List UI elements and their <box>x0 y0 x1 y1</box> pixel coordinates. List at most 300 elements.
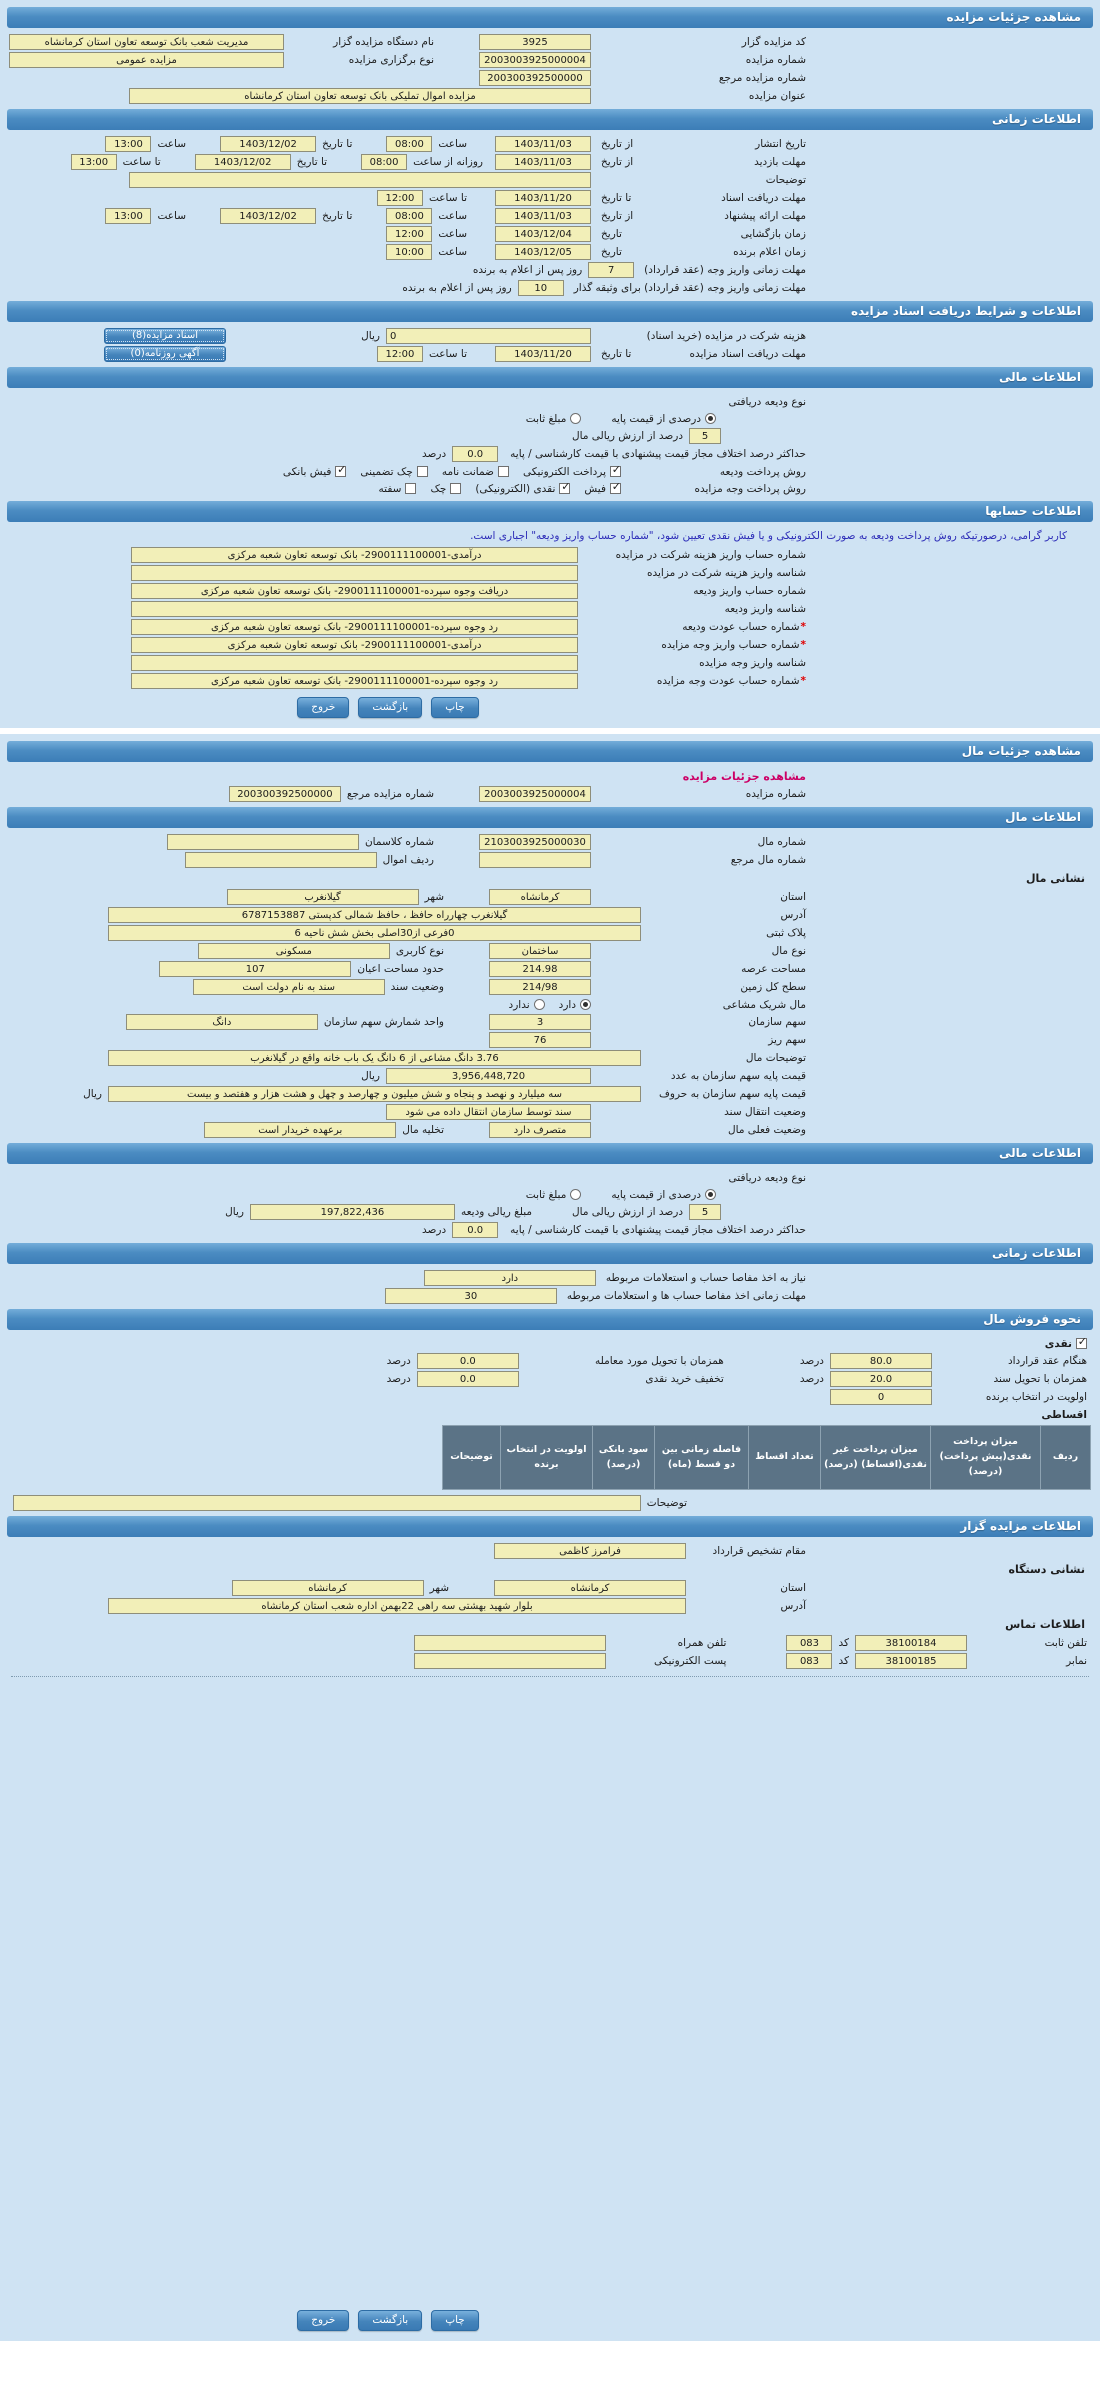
row-registration-plate <box>7 924 808 942</box>
city-field[interactable]: گیلانغرب <box>227 889 419 905</box>
percent-label: درصد <box>421 1224 447 1236</box>
cash-sale-checkbox[interactable] <box>1076 1338 1087 1349</box>
total-land-field[interactable]: 214/98 <box>489 979 591 995</box>
section-header-property-details <box>7 741 1093 762</box>
clearance-needed-field[interactable]: دارد <box>424 1270 596 1286</box>
visit-to-date-field[interactable]: 1403/12/02 <box>195 154 291 170</box>
row-payment-deadline-guarantor <box>7 279 808 297</box>
row-agency-address <box>7 1597 808 1615</box>
rial-label: ریال <box>361 330 380 342</box>
row-payment-deadline <box>7 261 808 279</box>
docs-deadline-date-field[interactable]: 1403/11/20 <box>495 190 591 206</box>
row-offer-dates <box>7 207 808 225</box>
deposit-percent-field-2[interactable]: 5 <box>689 1204 721 1220</box>
auction-title-label: عنوان مزایده <box>748 90 806 102</box>
evacuation-label: تخلیه مال <box>402 1124 444 1136</box>
usage-type-field[interactable]: مسکونی <box>198 943 390 959</box>
row-account-deposit-id <box>7 600 808 618</box>
section-title-financial-2: اطلاعات مالی <box>998 1146 1081 1160</box>
notes-label: توضیحات <box>765 174 806 186</box>
secured-cheque-label: چک تضمینی <box>360 465 413 478</box>
share-unit-field[interactable]: دانگ <box>126 1014 318 1030</box>
evacuation-field[interactable]: برعهده خریدار است <box>204 1122 396 1138</box>
shared-yes-radio[interactable] <box>580 999 591 1010</box>
clearance-deadline-field[interactable]: 30 <box>385 1288 557 1304</box>
address-field[interactable]: گیلانغرب چهارراه حافظ ، حافظ شمالی کدپستی 6787153887 <box>108 907 641 923</box>
print-button-bottom[interactable]: چاپ <box>431 2310 479 2331</box>
row-number-type <box>7 51 808 69</box>
total-land-label: سطح کل زمین <box>740 981 806 993</box>
auction-payment-id-field[interactable] <box>131 655 578 671</box>
row-current-state <box>7 1121 808 1139</box>
to-date-label: تا تاریخ <box>322 210 353 222</box>
property-ref-label: شماره مال مرجع <box>730 854 806 866</box>
days-after-winner-label: روز پس از اعلام به برنده <box>472 264 583 276</box>
mobile-field[interactable] <box>414 1635 606 1651</box>
auction-return-account-label: شماره حساب عودت وجه مزایده <box>656 675 800 687</box>
row-org-share <box>7 1013 808 1031</box>
phone-field[interactable]: 38100184 <box>855 1635 967 1651</box>
fixed-amount-radio[interactable] <box>570 413 581 424</box>
email-label: پست الکترونیکی <box>653 1655 727 1667</box>
percent-of-value-label: درصد از ارزش ریالی مال <box>572 430 683 442</box>
offer-from-time-field[interactable]: 08:00 <box>386 208 432 224</box>
row-view-auction-link <box>7 767 808 785</box>
auction-payment-account-label: شماره حساب واریز وجه مزایده <box>661 639 800 651</box>
deposit-type-label: نوع ودیعه دریافتی <box>728 395 806 408</box>
hour-label: ساعت <box>438 210 467 222</box>
max-diff-label: حداکثر درصد اختلاف مجاز قیمت پیشنهادی با قیمت کارشناسی / پایه <box>510 1224 806 1236</box>
row-agency-province-city <box>7 1579 808 1597</box>
payment-deadline-guarantor-label: مهلت زمانی واریز وجه (عقد قرارداد) برای وثیقه گذار <box>573 282 806 294</box>
electronic-payment-label: پرداخت الکترونیکی <box>522 465 606 478</box>
required-asterisk: * <box>800 675 806 687</box>
section-title-property-info: اطلاعات مال <box>1005 810 1081 824</box>
city-label: شهر <box>429 1582 449 1594</box>
deposit-return-account-field[interactable]: رد وجوه سپرده-2900111100001- بانک توسعه تعاون شعبه مرکزی <box>131 619 578 635</box>
cash-electronic-checkbox[interactable] <box>559 483 570 494</box>
auction-ref-field[interactable]: 200300392500000 <box>479 70 591 86</box>
auction-number-field[interactable]: 2003003925000004 <box>479 52 591 68</box>
row-ref-number <box>7 69 808 87</box>
percent-label: درصد <box>386 1373 411 1385</box>
docs-receive-time-field[interactable]: 12:00 <box>377 346 423 362</box>
auctioneer-code-field[interactable]: 3925 <box>479 34 591 50</box>
row-property-address <box>7 906 808 924</box>
top-button-row <box>7 690 1093 720</box>
offer-to-date-field[interactable]: 1403/12/02 <box>220 208 316 224</box>
building-area-field[interactable]: 107 <box>159 961 351 977</box>
auction-title-field[interactable]: مزایده اموال تملیکی بانک توسعه تعاون استان کرمانشاه <box>129 88 591 104</box>
percent-label: درصد <box>421 448 447 460</box>
deposit-account-field[interactable]: دریافت وجوه سپرده-2900111100001- بانک توسعه تعاون شعبه مرکزی <box>131 583 578 599</box>
col-notes: توضیحات <box>443 1426 501 1490</box>
deed-status-label: وضعیت سند <box>390 981 444 993</box>
winner-label: زمان اعلام برنده <box>733 246 806 258</box>
share-unit-label: واحد شمارش سهم سازمان <box>323 1016 444 1028</box>
col-installment-count: تعداد اقساط <box>749 1426 821 1490</box>
view-auction-details-link[interactable]: مشاهده جزئیات مزایده <box>682 770 806 783</box>
promissory-note-checkbox[interactable] <box>405 483 416 494</box>
days-after-winner-label: روز پس از اعلام به برنده <box>402 282 512 294</box>
sale-notes-field[interactable] <box>13 1495 641 1511</box>
section-header-documents <box>7 301 1093 322</box>
auction-ref-label: شماره مزایده مرجع <box>718 72 806 84</box>
row-contract-delivery <box>7 1352 1093 1370</box>
publish-from-time-field[interactable]: 08:00 <box>386 136 432 152</box>
property-notes-label: توضیحات مال <box>745 1052 806 1064</box>
installment-heading: اقساطی <box>1041 1408 1087 1421</box>
property-ref-field[interactable] <box>479 852 591 868</box>
hour-label: ساعت <box>438 228 467 240</box>
classification-number-label: شماره کلاسمان <box>364 836 434 848</box>
max-diff-field[interactable]: 0.0 <box>452 446 498 462</box>
hour-label: ساعت <box>438 138 467 150</box>
row-property-type-usage <box>7 942 808 960</box>
row-docs-deadline <box>7 189 808 207</box>
property-row-field[interactable] <box>185 852 377 868</box>
row-base-price-words <box>7 1085 808 1103</box>
section-title-timing: اطلاعات زمانی <box>992 112 1081 126</box>
at-delivery-label: همزمان با تحویل مورد معامله <box>594 1355 724 1367</box>
percent-of-base-option-label: درصدی از قیمت پایه <box>611 1188 701 1201</box>
visit-from-time-field[interactable]: 08:00 <box>361 154 407 170</box>
row-deed-transfer <box>7 1103 808 1121</box>
percent-of-base-radio[interactable] <box>705 413 716 424</box>
bank-receipt-label: فیش بانکی <box>282 465 332 478</box>
section-title-accounts: اطلاعات حسابها <box>985 504 1081 518</box>
from-date-label: از تاریخ <box>601 156 634 168</box>
newspaper-ads-button[interactable]: آگهی روزنامه(0) <box>104 346 226 362</box>
to-date-label: تا تاریخ <box>322 138 353 150</box>
fee-deposit-account-field[interactable]: درآمدی-2900111100001- بانک توسعه تعاون شعبه مرکزی <box>131 547 578 563</box>
section-header-financial <box>7 367 1093 388</box>
land-area-field[interactable]: 214.98 <box>489 961 591 977</box>
docs-receive-deadline-label: مهلت دریافت اسناد مزایده <box>689 348 806 360</box>
agency-province-field[interactable]: کرمانشاه <box>494 1580 686 1596</box>
fixed-amount-option-label: مبلغ ثابت <box>525 1188 567 1201</box>
row-deposit-percent <box>7 427 808 445</box>
province-label: استان <box>780 891 806 903</box>
exit-button-bottom[interactable]: خروج <box>297 2310 349 2331</box>
offer-label: مهلت ارائه پیشنهاد <box>724 210 806 222</box>
timing-notes-field[interactable] <box>129 172 591 188</box>
docs-deadline-time-field[interactable]: 12:00 <box>377 190 423 206</box>
winner-priority-field[interactable]: 0 <box>830 1389 932 1405</box>
electronic-payment-checkbox[interactable] <box>610 466 621 477</box>
winner-time-field[interactable]: 10:00 <box>386 244 432 260</box>
section-title-documents: اطلاعات و شرایط دریافت اسناد مزایده <box>850 304 1081 318</box>
at-contract-field[interactable]: 80.0 <box>830 1353 932 1369</box>
phone-label: تلفن ثابت <box>1044 1637 1087 1649</box>
to-hour-label: تا ساعت <box>428 348 467 360</box>
col-noncash-payment-percent: میزان پرداخت غیر نقدی(اقساط) (درصد) <box>821 1426 931 1490</box>
deed-transfer-field[interactable]: سند توسط سازمان انتقال داده می شود <box>386 1104 591 1120</box>
at-deed-delivery-field[interactable]: 20.0 <box>830 1371 932 1387</box>
org-share-field[interactable]: 3 <box>489 1014 591 1030</box>
section-header-timing-2 <box>7 1243 1093 1264</box>
row-deed-discount <box>7 1370 1093 1388</box>
payment-deadline-guarantor-days-field[interactable]: 10 <box>518 280 564 296</box>
section-header-auctioneer <box>7 1516 1093 1537</box>
auction-number-field[interactable]: 2003003925000004 <box>479 786 591 802</box>
section-header-auction-details <box>7 7 1093 28</box>
base-price-words-field[interactable]: سه میلیارد و نهصد و پنجاه و شش میلیون و چهارصد و چهل و هشت هزار و هفتصد و بیست <box>108 1086 641 1102</box>
section-title-timing-2: اطلاعات زمانی <box>992 1246 1081 1260</box>
sale-notes-label: توضیحات <box>646 1497 687 1509</box>
current-state-label: وضعیت فعلی مال <box>728 1124 806 1136</box>
receipt-checkbox[interactable] <box>610 483 621 494</box>
deposit-percent-field[interactable]: 5 <box>689 428 721 444</box>
contact-info-heading: اطلاعات تماس <box>1005 1618 1085 1631</box>
at-deed-delivery-label: همزمان با تحویل سند <box>993 1373 1087 1385</box>
land-area-label: مساحت عرصه <box>741 963 806 975</box>
city-label: شهر <box>424 891 444 903</box>
fee-deposit-account-label: شماره حساب واریز هزینه شرکت در مزایده <box>615 549 806 561</box>
province-label: استان <box>780 1582 806 1594</box>
row-base-price <box>7 1067 808 1085</box>
agency-name-field[interactable]: مدیریت شعب بانک توسعه تعاون استان کرمانشاه <box>9 34 284 50</box>
property-notes-field[interactable]: 3.76 دانگ مشاعی از 6 دانگ یک باب خانه واقع در گیلانغرب <box>108 1050 641 1066</box>
sub-share-label: سهم ریز <box>768 1034 806 1046</box>
auction-payment-account-field[interactable]: درآمدی-2900111100001- بانک توسعه تعاون شعبه مرکزی <box>131 637 578 653</box>
row-shared-ownership <box>7 996 808 1013</box>
opening-time-field[interactable]: 12:00 <box>386 226 432 242</box>
rial-label: ریال <box>225 1206 244 1218</box>
fax-area-code-field[interactable]: 083 <box>786 1653 832 1669</box>
row-clearance-needed <box>7 1269 808 1287</box>
section-title-financial: اطلاعات مالی <box>998 370 1081 384</box>
publish-from-date-field[interactable]: 1403/11/03 <box>495 136 591 152</box>
row-account-auction-return <box>7 672 808 690</box>
max-diff-field-2[interactable]: 0.0 <box>452 1222 498 1238</box>
to-hour-label: تا ساعت <box>122 156 161 168</box>
participation-fee-label: هزینه شرکت در مزایده (خرید اسناد) <box>646 330 806 342</box>
shared-no-radio[interactable] <box>534 999 545 1010</box>
offer-from-date-field[interactable]: 1403/11/03 <box>495 208 591 224</box>
row-cash-sale <box>7 1335 1093 1352</box>
row-max-diff <box>7 445 808 463</box>
at-contract-label: هنگام عقد قرارداد <box>1007 1355 1087 1367</box>
property-number-label: شماره مال <box>757 836 806 848</box>
property-type-field[interactable]: ساختمان <box>489 943 591 959</box>
fax-label: نمابر <box>1066 1655 1087 1667</box>
auction-type-field[interactable]: مزایده عمومی <box>9 52 284 68</box>
deposit-id-label: شناسه واریز ودیعه <box>724 603 806 615</box>
row-docs-receive-deadline <box>7 345 808 363</box>
auction-number-label: شماره مزایده <box>745 54 806 66</box>
row-deposit-type-label <box>7 393 808 410</box>
col-row-number: ردیف <box>1041 1426 1091 1490</box>
base-price-field[interactable]: 3,956,448,720 <box>386 1068 591 1084</box>
deposit-method-label: روش پرداخت ودیعه <box>719 465 806 478</box>
contract-authority-field[interactable]: فرامرز کاظمی <box>494 1543 686 1559</box>
auction-return-account-field[interactable]: رد وجوه سپرده-2900111100001- بانک توسعه تعاون شعبه مرکزی <box>131 673 578 689</box>
contract-authority-label: مقام تشخیص قرارداد <box>712 1545 806 1557</box>
row-account-auction-payment <box>7 636 808 654</box>
to-date-label: تا تاریخ <box>296 156 328 168</box>
opening-date-field[interactable]: 1403/12/04 <box>495 226 591 242</box>
agency-address-field[interactable]: بلوار شهید بهشتی سه راهی 22بهمن اداره شعب استان کرمانشاه <box>108 1598 686 1614</box>
installment-table-header-row <box>443 1426 1091 1490</box>
section-header-sale-method <box>7 1309 1093 1330</box>
base-price-label: قیمت پایه سهم سازمان به عدد <box>670 1070 806 1082</box>
auction-type-label: نوع برگزاری مزایده <box>348 54 434 66</box>
province-field[interactable]: کرمانشاه <box>489 889 591 905</box>
clearance-deadline-label: مهلت زمانی اخذ مفاصا حساب ها و استعلامات مربوطه <box>566 1290 806 1302</box>
row-title <box>7 87 808 105</box>
percent-of-value-label: درصد از ارزش ریالی مال <box>572 1206 683 1218</box>
at-delivery-field[interactable]: 0.0 <box>417 1353 519 1369</box>
auctioneer-code-label: کد مزایده گزار <box>741 36 806 48</box>
row-total-land-deed <box>7 978 808 996</box>
publish-to-date-field[interactable]: 1403/12/02 <box>220 136 316 152</box>
auction-ref-field[interactable]: 200300392500000 <box>229 786 341 802</box>
bottom-button-row <box>7 2303 1093 2333</box>
winner-date-field[interactable]: 1403/12/05 <box>495 244 591 260</box>
row-account-deposit <box>7 582 808 600</box>
cheque-label: چک <box>430 482 447 495</box>
deposit-id-field[interactable] <box>131 601 578 617</box>
row-sub-share <box>7 1031 808 1049</box>
current-state-field[interactable]: متصرف دارد <box>489 1122 591 1138</box>
base-price-words-label: قیمت پایه سهم سازمان به حروف <box>659 1088 806 1100</box>
row-deposit-type-label-2 <box>7 1169 808 1186</box>
row-property-auction-numbers <box>7 785 808 803</box>
auction-ref-label: شماره مزایده مرجع <box>346 788 434 800</box>
publish-label: تاریخ انتشار <box>755 138 806 150</box>
row-publish-dates <box>7 135 808 153</box>
row-visit-dates <box>7 153 808 171</box>
hour-label: ساعت <box>157 210 187 222</box>
shared-no-label: ندارد <box>508 998 530 1011</box>
row-timing-notes <box>7 171 808 189</box>
col-bank-interest: سود بانکی (درصد) <box>593 1426 655 1490</box>
visit-from-date-field[interactable]: 1403/11/03 <box>495 154 591 170</box>
section-title-sale-method: نحوه فروش مال <box>983 1312 1081 1326</box>
shared-yes-label: دارد <box>558 998 576 1011</box>
cheque-checkbox[interactable] <box>450 483 461 494</box>
rial-label: ریال <box>361 1070 380 1082</box>
cash-electronic-label: نقدی (الکترونیکی) <box>475 482 556 495</box>
sub-share-field[interactable]: 76 <box>489 1032 591 1048</box>
rial-label: ریال <box>83 1088 102 1100</box>
row-opening-time <box>7 225 808 243</box>
date-label: تاریخ <box>601 228 622 240</box>
fixed-amount-radio-2[interactable] <box>570 1189 581 1200</box>
payment-deadline-days-field[interactable]: 7 <box>588 262 634 278</box>
hour-label: ساعت <box>157 138 187 150</box>
property-details-panel <box>0 734 1100 2341</box>
agency-name-label: نام دستگاه مزایده گزار <box>333 36 434 48</box>
email-field[interactable] <box>414 1653 606 1669</box>
print-button[interactable]: چاپ <box>431 697 479 718</box>
clearance-needed-label: نیاز به اخذ مفاصا حساب و استعلامات مربوطه <box>605 1272 806 1284</box>
required-asterisk: * <box>800 639 806 651</box>
property-number-field[interactable]: 2103003925000030 <box>479 834 591 850</box>
deed-status-field[interactable]: سند به نام دولت است <box>193 979 385 995</box>
guarantee-letter-label: ضمانت نامه <box>441 465 494 478</box>
row-account-deposit-return <box>7 618 808 636</box>
fixed-amount-option-label: مبلغ ثابت <box>525 412 567 425</box>
secured-cheque-checkbox[interactable] <box>417 466 428 477</box>
property-address-heading: نشانی مال <box>1025 872 1085 885</box>
row-installment-heading <box>7 1406 1093 1423</box>
deed-transfer-label: وضعیت انتقال سند <box>724 1106 806 1118</box>
exit-button[interactable]: خروج <box>297 697 349 718</box>
fax-field[interactable]: 38100185 <box>855 1653 967 1669</box>
back-button-bottom[interactable]: بازگشت <box>358 2310 422 2331</box>
classification-number-field[interactable] <box>167 834 359 850</box>
installment-table <box>442 1425 1091 1490</box>
required-asterisk: * <box>800 621 806 633</box>
deposit-account-label: شماره حساب واریز ودیعه <box>693 585 806 597</box>
percent-label: درصد <box>799 1355 824 1367</box>
registration-plate-field[interactable]: 0فرعی از30اصلی بخش شش ناحیه 6 <box>108 925 641 941</box>
registration-plate-label: پلاک ثبتی <box>766 927 806 939</box>
shared-ownership-label: مال شریک مشاعی <box>722 998 806 1011</box>
publish-to-time-field[interactable]: 13:00 <box>105 136 151 152</box>
accounts-notice: کاربر گرامی، درصورتیکه روش پرداخت ودیعه به صورت الکترونیکی و یا فیش نقدی تعیین شود، "شماره حساب واریز ودیعه" اجباری است. <box>470 530 1067 542</box>
property-type-label: نوع مال <box>771 945 806 957</box>
deposit-type-label: نوع ودیعه دریافتی <box>728 1171 806 1184</box>
cash-sale-label: نقدی <box>1044 1337 1072 1350</box>
docs-deadline-label: مهلت دریافت اسناد <box>721 192 806 204</box>
guarantee-letter-checkbox[interactable] <box>498 466 509 477</box>
bank-receipt-checkbox[interactable] <box>335 466 346 477</box>
cash-discount-field[interactable]: 0.0 <box>417 1371 519 1387</box>
row-participation-fee <box>7 327 808 345</box>
participation-fee-field[interactable]: 0 <box>386 328 591 344</box>
section-header-property-info <box>7 807 1093 828</box>
area-code-label: کد <box>838 1655 849 1667</box>
auction-payment-method-label: روش پرداخت وجه مزایده <box>694 482 806 495</box>
row-max-diff-2 <box>7 1221 808 1239</box>
agency-address-heading: نشانی دستگاه <box>1008 1563 1085 1576</box>
dotted-separator <box>11 1676 1089 1677</box>
visit-to-time-field[interactable]: 13:00 <box>71 154 117 170</box>
row-account-auction-payment-id <box>7 654 808 672</box>
visit-label: مهلت بازدید <box>754 156 806 168</box>
to-date-label: تا تاریخ <box>601 192 632 204</box>
address-label: آدرس <box>780 1600 806 1612</box>
building-area-label: حدود مساحت اعیان <box>357 963 444 975</box>
address-label: آدرس <box>780 909 806 921</box>
percent-label: درصد <box>799 1373 824 1385</box>
usage-type-label: نوع کاربری <box>395 945 444 957</box>
auction-payment-id-label: شناسه واریز وجه مزایده <box>699 657 806 669</box>
auction-number-label: شماره مزایده <box>745 788 806 800</box>
row-account-fee-deposit <box>7 546 808 564</box>
row-property-ref <box>7 851 808 869</box>
row-code-agency <box>7 33 808 51</box>
agency-city-field[interactable]: کرمانشاه <box>232 1580 424 1596</box>
row-deposit-type-options-2 <box>7 1186 808 1203</box>
from-date-label: از تاریخ <box>601 210 634 222</box>
auction-documents-button[interactable]: اسناد مزایده(8) <box>104 328 226 344</box>
row-deposit-type-options <box>7 410 808 427</box>
section-header-timing <box>7 109 1093 130</box>
percent-of-base-radio-2[interactable] <box>705 1189 716 1200</box>
docs-receive-date-field[interactable]: 1403/11/20 <box>495 346 591 362</box>
back-button[interactable]: بازگشت <box>358 697 422 718</box>
fee-deposit-id-field[interactable] <box>131 565 578 581</box>
row-phone-mobile <box>7 1634 1093 1652</box>
row-payment-methods <box>7 480 808 497</box>
phone-area-code-field[interactable]: 083 <box>786 1635 832 1651</box>
offer-to-time-field[interactable]: 13:00 <box>105 208 151 224</box>
deposit-amount-field[interactable]: 197,822,436 <box>250 1204 455 1220</box>
